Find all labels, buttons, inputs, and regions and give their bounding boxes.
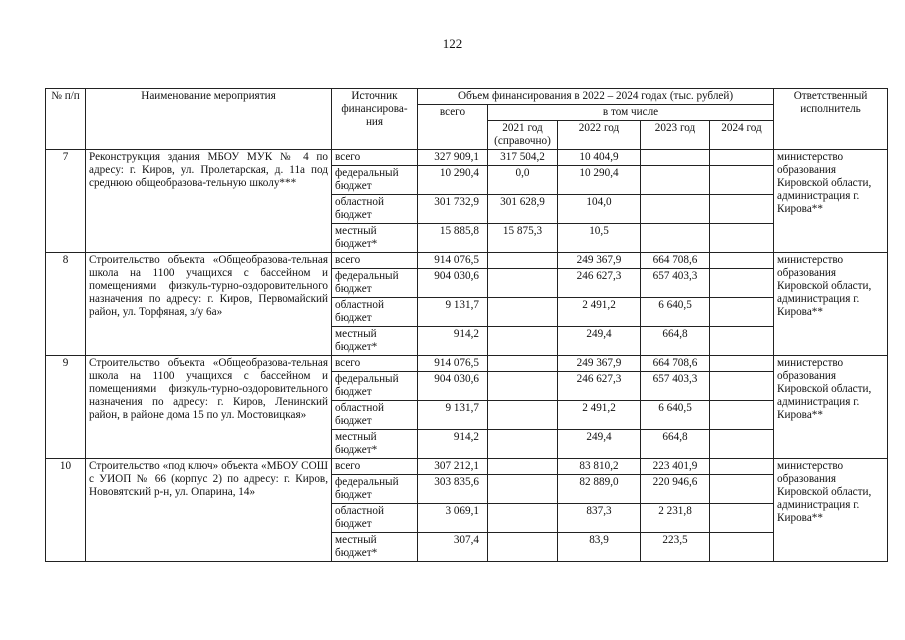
- amount-2022: 2 491,2: [558, 298, 641, 327]
- header-responsible: Ответственный исполнитель: [774, 89, 888, 150]
- amount-2022: 249,4: [558, 430, 641, 459]
- amount-total: 914,2: [418, 430, 488, 459]
- amount-2021: 15 875,3: [488, 224, 558, 253]
- amount-2023: 657 403,3: [641, 269, 710, 298]
- amount-2021: 317 504,2: [488, 150, 558, 166]
- row-number: 9: [46, 356, 86, 459]
- header-total: всего: [418, 105, 488, 150]
- table-row: [46, 150, 888, 166]
- amount-2024: [710, 195, 774, 224]
- amount-2023: 223,5: [641, 533, 710, 562]
- amount-2021: [488, 327, 558, 356]
- funding-source: областной бюджет: [332, 195, 418, 224]
- responsible-executor: министерство образования Кировской области, администрация г. Кирова**: [774, 459, 888, 562]
- row-number: 10: [46, 459, 86, 562]
- amount-2021: 301 628,9: [488, 195, 558, 224]
- amount-2021: 0,0: [488, 166, 558, 195]
- amount-2021: [488, 533, 558, 562]
- table-row: [46, 459, 888, 475]
- funding-source: всего: [332, 150, 418, 166]
- amount-total: 307 212,1: [418, 459, 488, 475]
- amount-2021: [488, 269, 558, 298]
- amount-2024: [710, 150, 774, 166]
- header-volume: Объем финансирования в 2022 – 2024 годах (тыс. рублей): [418, 89, 774, 105]
- header-row: [46, 89, 888, 105]
- amount-2022: 246 627,3: [558, 269, 641, 298]
- amount-2024: [710, 356, 774, 372]
- amount-2022: 104,0: [558, 195, 641, 224]
- amount-2021: [488, 253, 558, 269]
- amount-2024: [710, 224, 774, 253]
- amount-total: 307,4: [418, 533, 488, 562]
- header-including: в том числе: [488, 105, 774, 121]
- amount-total: 914 076,5: [418, 253, 488, 269]
- funding-source: местный бюджет*: [332, 224, 418, 253]
- funding-source: областной бюджет: [332, 298, 418, 327]
- amount-total: 904 030,6: [418, 269, 488, 298]
- amount-2023: [641, 195, 710, 224]
- funding-source: всего: [332, 459, 418, 475]
- amount-2024: [710, 430, 774, 459]
- amount-2024: [710, 166, 774, 195]
- amount-2023: 664 708,6: [641, 356, 710, 372]
- amount-2021: [488, 459, 558, 475]
- amount-2022: 249 367,9: [558, 356, 641, 372]
- funding-source: областной бюджет: [332, 401, 418, 430]
- amount-total: 9 131,7: [418, 401, 488, 430]
- event-name: Реконструкция здания МБОУ МУК № 4 по адресу: г. Киров, ул. Пролетарская, д. 11а под среднюю общеобразова-тельную школу***: [86, 150, 332, 253]
- amount-2023: 657 403,3: [641, 372, 710, 401]
- amount-2021: [488, 298, 558, 327]
- funding-source: местный бюджет*: [332, 533, 418, 562]
- amount-2024: [710, 269, 774, 298]
- amount-2022: 10,5: [558, 224, 641, 253]
- funding-source: федеральный бюджет: [332, 166, 418, 195]
- amount-2022: 82 889,0: [558, 475, 641, 504]
- amount-2022: 246 627,3: [558, 372, 641, 401]
- event-name: Строительство объекта «Общеобразова-тельная школа на 1100 учащихся с бассейном и помещениями физкуль-турно-оздоровительного назначения по адресу: г. Киров, Ленинский район, в районе дома 15 по ул. Мостовицкая»: [86, 356, 332, 459]
- header-2023: 2023 год: [641, 121, 710, 150]
- funding-source: федеральный бюджет: [332, 372, 418, 401]
- funding-source: всего: [332, 253, 418, 269]
- page-number: 122: [442, 36, 463, 51]
- responsible-executor: министерство образования Кировской области, администрация г. Кирова**: [774, 150, 888, 253]
- amount-2021: [488, 475, 558, 504]
- amount-2023: 223 401,9: [641, 459, 710, 475]
- amount-2023: 664,8: [641, 430, 710, 459]
- responsible-executor: министерство образования Кировской области, администрация г. Кирова**: [774, 253, 888, 356]
- funding-source: местный бюджет*: [332, 327, 418, 356]
- funding-table: [45, 88, 888, 562]
- header-2024: 2024 год: [710, 121, 774, 150]
- amount-total: 15 885,8: [418, 224, 488, 253]
- amount-total: 914,2: [418, 327, 488, 356]
- table-row: [46, 356, 888, 372]
- row-number: 7: [46, 150, 86, 253]
- amount-2022: 83,9: [558, 533, 641, 562]
- amount-2023: [641, 166, 710, 195]
- amount-2023: [641, 150, 710, 166]
- header-num: № п/п: [46, 89, 86, 150]
- funding-source: федеральный бюджет: [332, 269, 418, 298]
- amount-2021: [488, 401, 558, 430]
- amount-2024: [710, 504, 774, 533]
- amount-2024: [710, 475, 774, 504]
- amount-2022: 2 491,2: [558, 401, 641, 430]
- amount-2021: [488, 504, 558, 533]
- event-name: Строительство «под ключ» объекта «МБОУ СОШ с УИОП № 66 (корпус 2) по адресу: г. Киров, Нововятский р-н, ул. Опарина, 14»: [86, 459, 332, 562]
- amount-2024: [710, 459, 774, 475]
- amount-2021: [488, 372, 558, 401]
- amount-2021: [488, 356, 558, 372]
- amount-2024: [710, 533, 774, 562]
- amount-2022: 10 290,4: [558, 166, 641, 195]
- amount-total: 327 909,1: [418, 150, 488, 166]
- amount-2023: [641, 224, 710, 253]
- table-row: [46, 253, 888, 269]
- amount-2024: [710, 401, 774, 430]
- amount-2023: 6 640,5: [641, 298, 710, 327]
- header-2022: 2022 год: [558, 121, 641, 150]
- amount-total: 9 131,7: [418, 298, 488, 327]
- amount-total: 3 069,1: [418, 504, 488, 533]
- amount-2023: 6 640,5: [641, 401, 710, 430]
- amount-2023: 2 231,8: [641, 504, 710, 533]
- header-2021: 2021 год (справочно): [488, 121, 558, 150]
- funding-source: местный бюджет*: [332, 430, 418, 459]
- amount-2024: [710, 327, 774, 356]
- header-name: Наименование мероприятия: [86, 89, 332, 150]
- amount-2022: 837,3: [558, 504, 641, 533]
- amount-2024: [710, 372, 774, 401]
- event-name: Строительство объекта «Общеобразова-тельная школа на 1100 учащихся с бассейном и помещениями физкуль-турно-оздоровительного назначения по адресу: г. Киров, Первомайский район, ул. Торфяная, з/у 6а»: [86, 253, 332, 356]
- responsible-executor: министерство образования Кировской области, администрация г. Кирова**: [774, 356, 888, 459]
- funding-source: федеральный бюджет: [332, 475, 418, 504]
- amount-total: 303 835,6: [418, 475, 488, 504]
- amount-total: 904 030,6: [418, 372, 488, 401]
- header-source: Источник финансирова-ния: [332, 89, 418, 150]
- amount-total: 914 076,5: [418, 356, 488, 372]
- funding-source: всего: [332, 356, 418, 372]
- amount-2021: [488, 430, 558, 459]
- amount-2022: 83 810,2: [558, 459, 641, 475]
- funding-source: областной бюджет: [332, 504, 418, 533]
- amount-2024: [710, 298, 774, 327]
- amount-2023: 220 946,6: [641, 475, 710, 504]
- amount-2022: 10 404,9: [558, 150, 641, 166]
- amount-2023: 664 708,6: [641, 253, 710, 269]
- amount-total: 10 290,4: [418, 166, 488, 195]
- amount-2024: [710, 253, 774, 269]
- amount-total: 301 732,9: [418, 195, 488, 224]
- amount-2023: 664,8: [641, 327, 710, 356]
- amount-2022: 249,4: [558, 327, 641, 356]
- row-number: 8: [46, 253, 86, 356]
- amount-2022: 249 367,9: [558, 253, 641, 269]
